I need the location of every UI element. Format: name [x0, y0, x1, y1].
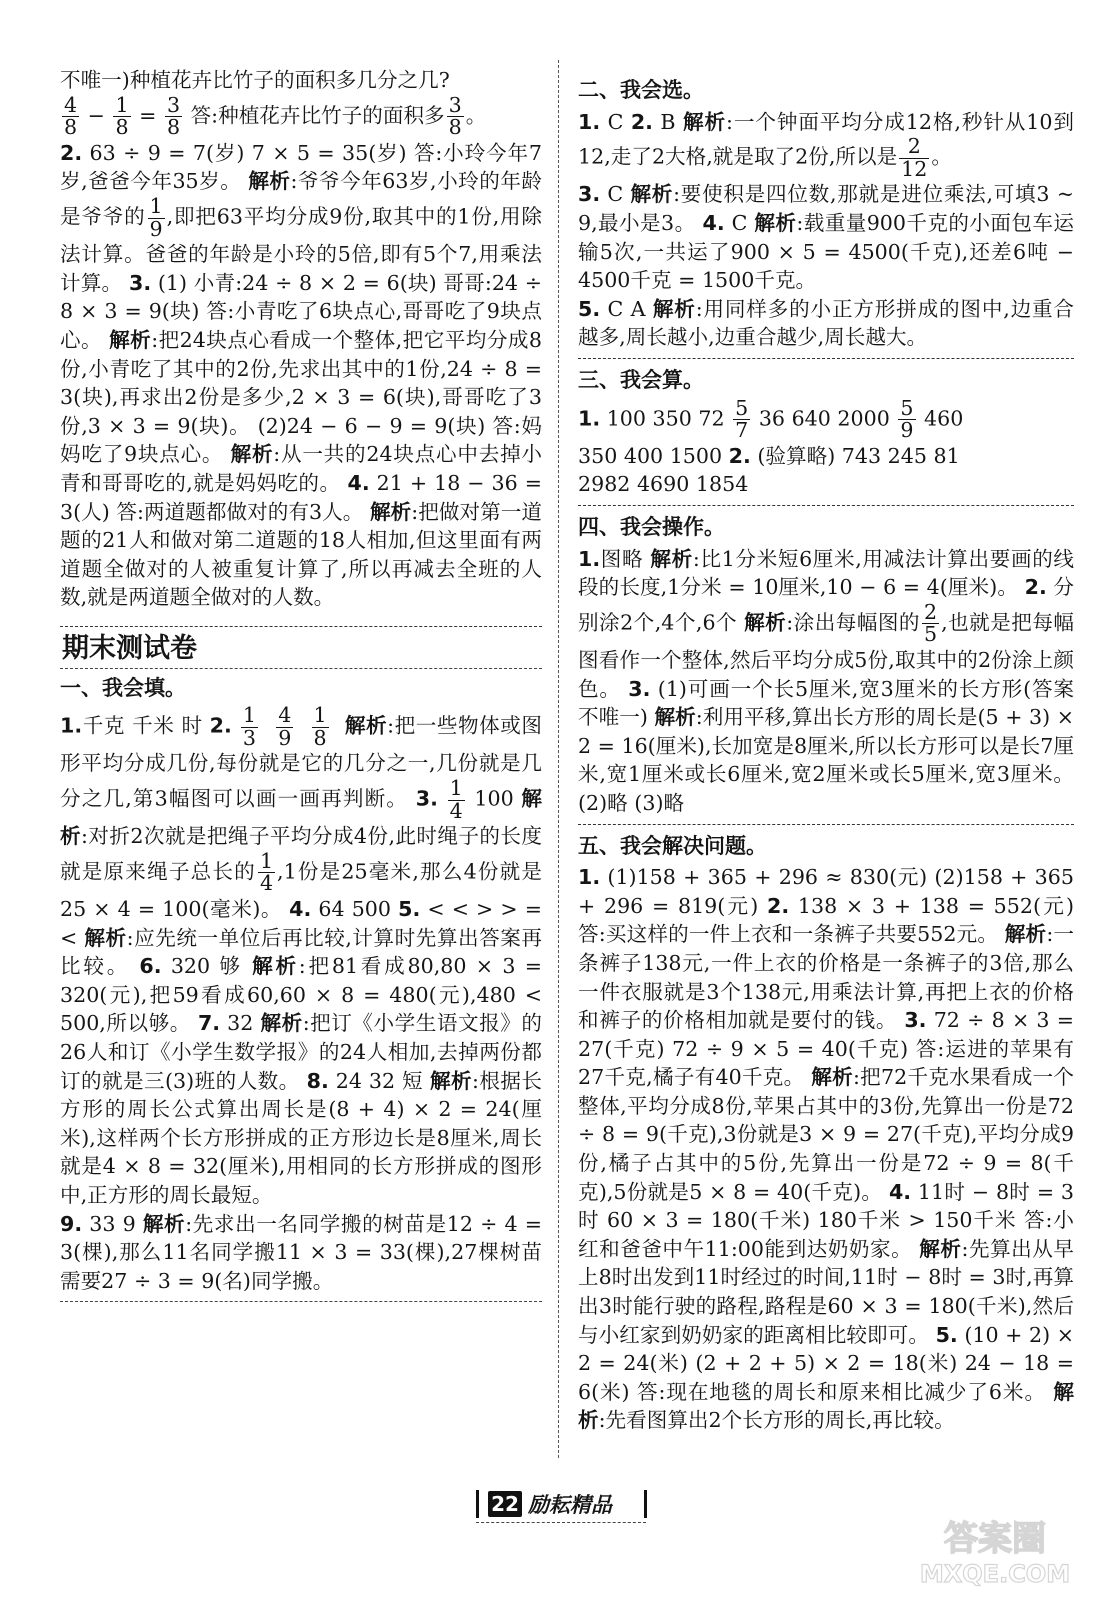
- section-title-choose: 二、我会选。: [578, 78, 704, 102]
- watermark-url: MXQE.COM: [919, 1560, 1071, 1588]
- text: 不唯一)种植花卉比竹子的面积多几分之几?: [60, 68, 450, 92]
- footer-bar-right: [644, 1490, 647, 1518]
- fraction: $\frac{4}{8}$: [64, 92, 78, 140]
- left-para-1: 不唯一)种植花卉比竹子的面积多几分之几? $\frac{4}{8}$ − $\frac{1}{8}$ = $\frac{3}{8}$ 答:种植花卉比竹子的面积多 $\frac{3}{8}$ 。 2. 63 ÷ 9 = 7(岁) 7 × 5 = 35(岁) 答:小玲今年7岁,爸爸今年35岁。 解析:爷爷今年63岁,小玲的年龄是爷爷的 $\frac{1}{9}$ ,即把63平均分成9份,取其中的1份,用除法计算。爸爸的年龄是小玲的5倍,即有5个7,用乘法计算。 3. (1) 小青:24 ÷ 8 × 2 = 6(块) 哥哥:24 ÷ 8 × 3 = 9(块) 答:小青吃了6块点心,哥哥吃了9块点心。 解析:把24块点心看成一个整体,把它平均分成8份,小青吃了其中的2份,先求出其中的1份,24 ÷ 8 = 3(块),再求出2份是多少,2 × 3 = 6(块),哥哥吃了3份,3 × 3 = 9(块)。 (2)24 − 6 − 9 = 9(块) 答:妈妈吃了9块点心。 解析:从一共的24块点心中去掉小青和哥哥吃的,就是妈妈吃的。 4. 21 + 18 − 36 = 3(人) 答:两道题都做对的有3人。 解析:把做对第一道题的21人和做对第二道题的18人相加,但这里面有两道题全做对的人被重复计算了,所以再减去全班的人数,就是两道题全做对的人数。: [60, 68, 543, 610]
- fraction: $\frac{1}{4}$: [259, 848, 274, 896]
- page-footer: [440, 1486, 670, 1520]
- fraction: $\frac{2}{12}$: [901, 134, 928, 181]
- fraction: $\frac{3}{8}$: [166, 92, 181, 140]
- solve-answers: 1. (1)158 + 365 + 296 ≈ 830(元) (2)158 + 365 + 296 = 819(元) 2. 138 × 3 + 138 = 552(元) 答:买这样的一件上衣和一条裤子共要552元。 解析:一条裤子138元,一件上衣的价格是一条裤子的3倍,那么一件衣服就是3个138元,用乘法计算,再把上衣的价格和裤子的价格相加就是要付的钱。 3. 72 ÷ 8 × 3 = 27(千克) 72 ÷ 9 × 5 = 40(千克) 答:运进的苹果有27千克,橘子有40千克。 解析:把72千克水果看成一个整体,平均分成8份,苹果占其中的3份,先算出一份是72 ÷ 8 = 9(千克),3份就是3 × 9 = 27(千克),平均分成9份,橘子占其中的5份,先算出一份是72 ÷ 9 = 8(千克),5份就是5 × 8 = 40(千克)。 4. 11时 − 8时 = 3时 60 × 3 = 180(千米) 180千米 > 150千米 答:小红和爸爸中午11:00能到达奶奶家。 解析:先算出从早上8时出发到11时经过的时间,11时 − 8时 = 3时,再算出3时能行驶的路程,路程是60 × 3 = 180(千米),然后与小红家到奶奶家的距离相比较即可。 5. (10 + 2) × 2 = 24(米) (2 + 2 + 5) × 2 = 18(米) 24 − 18 = 6(米) 答:现在地毯的周长和原来相比减少了6米。 解析:先看图算出2个长方形的周长,再比较。: [578, 865, 1075, 1433]
- section-title-calc: 三、我会算。: [578, 367, 704, 392]
- footer-bar-left: [476, 1490, 479, 1518]
- left-column: [60, 66, 542, 1302]
- fraction: $\frac{3}{8}$: [448, 92, 462, 140]
- section-title-fill: 一、我会填。: [60, 675, 186, 700]
- fraction: $\frac{5}{7}$: [735, 395, 749, 443]
- footer-dash: [476, 1522, 646, 1523]
- fraction: $\frac{1}{3}$: [242, 703, 257, 750]
- right-column: [578, 66, 1074, 1435]
- section-title-operate: 四、我会操作。: [578, 514, 725, 539]
- choose-answers: 1. C 2. B 解析:一个钟面平均分成12格,秒针从10到12,走了2大格,就是取了2份,所以是 $\frac{2}{12}$ 。 3. C 解析:要使积是四位数,那就是进位乘法,可填3 ~ 9,最小是3。 4. C 解析:载重量900千克的小面包车运输5次,一共运了900 × 5 = 4500(千克),还差6吨 − 4500千克 = 1500千克。 5. C A 解析:用同样多的小正方形拼成的图中,边重合越多,周长越小,边重合越少,周长越大。: [578, 109, 1075, 350]
- operate-answers: 1.图略 解析:比1分米短6厘米,用减法计算出要画的线段的长度,1分米 = 10厘米,10 − 6 = 4(厘米)。 2. 分别涂2个,4个,6个 解析:涂出每幅图的 $\frac{2}{5}$ ,也就是把每幅图看作一个整体,然后平均分成5份,取其中的2份涂上颜色。 3. (1)可画一个长5厘米,宽3厘米的长方形(答案不唯一) 解析:利用平移,算出长方形的周长是(5 + 3) × 2 = 16(厘米),长加宽是8厘米,所以长方形可以是长7厘米,宽1厘米或长6厘米,宽2厘米或长5厘米,宽3厘米。 (2)略 (3)略: [578, 546, 1075, 815]
- fraction: $\frac{2}{5}$: [924, 599, 938, 647]
- exam-title: 期末测试卷: [62, 632, 197, 664]
- fraction: $\frac{1}{9}$: [149, 194, 163, 241]
- column-divider: [558, 60, 559, 1458]
- fraction: $\frac{1}{8}$: [313, 703, 327, 750]
- section-title-solve: 五、我会解决问题。: [578, 833, 767, 858]
- solve-section: [578, 824, 1074, 1435]
- fraction: $\frac{5}{9}$: [900, 395, 914, 443]
- fraction: $\frac{1}{8}$: [115, 92, 129, 140]
- calc-answers: 1. 100 350 72 $\frac{5}{7}$ 36 640 2000 $\frac{5}{9}$ 460 350 400 1500 2. (验算略) 743 245 81 2982 4690 1854: [578, 395, 964, 497]
- watermark-logo: [900, 1510, 1090, 1590]
- calc-section: [578, 358, 1074, 499]
- page-number: 22: [488, 1491, 522, 1517]
- fraction: $\frac{4}{9}$: [278, 703, 292, 750]
- fraction: $\frac{1}{4}$: [449, 775, 463, 823]
- fill-answers: 1.千克 千米 时 2. $\frac{1}{3}$ $\frac{4}{9}$ $\frac{1}{8}$ 解析:把一些物体或图形平均分成几份,每份就是它的几分之一,几份就是几分之几,第3幅图可以画一画再判断。 3. $\frac{1}{4}$ 100 解析:对折2次就是把绳子平均分成4份,此时绳子的长度就是原来绳子总长的 $\frac{1}{4}$ ,1份是25毫米,那么4份就是25 × 4 = 100(毫米)。 4. 64 500 5. < < > > = < 解析:应先统一单位后再比较,计算时先算出答案再比较。 6. 320 够 解析:把81看成80,80 × 3 = 320(元),把59看成60,60 × 8 = 480(元),480 < 500,所以够。 7. 32 解析:把订《小学生语文报》的26人和订《小学生数学报》的24人相加,去掉两份都订的就是三(3)班的人数。 8. 24 32 短 解析:根据长方形的周长公式算出周长是(8 + 4) × 2 = 24(厘米),这样两个长方形拼成的正方形边长是8厘米,周长就是4 × 8 = 32(厘米),用相同的长方形拼成的图形中,正方形的周长最短。 9. 33 9 解析:先求出一名同学搬的树苗是12 ÷ 4 = 3(棵),那么11名同学搬11 × 3 = 33(棵),27棵树苗需要27 ÷ 3 = 9(名)同学搬。: [60, 703, 543, 1293]
- operate-section: [578, 505, 1074, 818]
- exam-section: [60, 626, 542, 1302]
- watermark-text: 答案圈: [944, 1519, 1046, 1559]
- brand-name: 励耘精品: [528, 1493, 612, 1517]
